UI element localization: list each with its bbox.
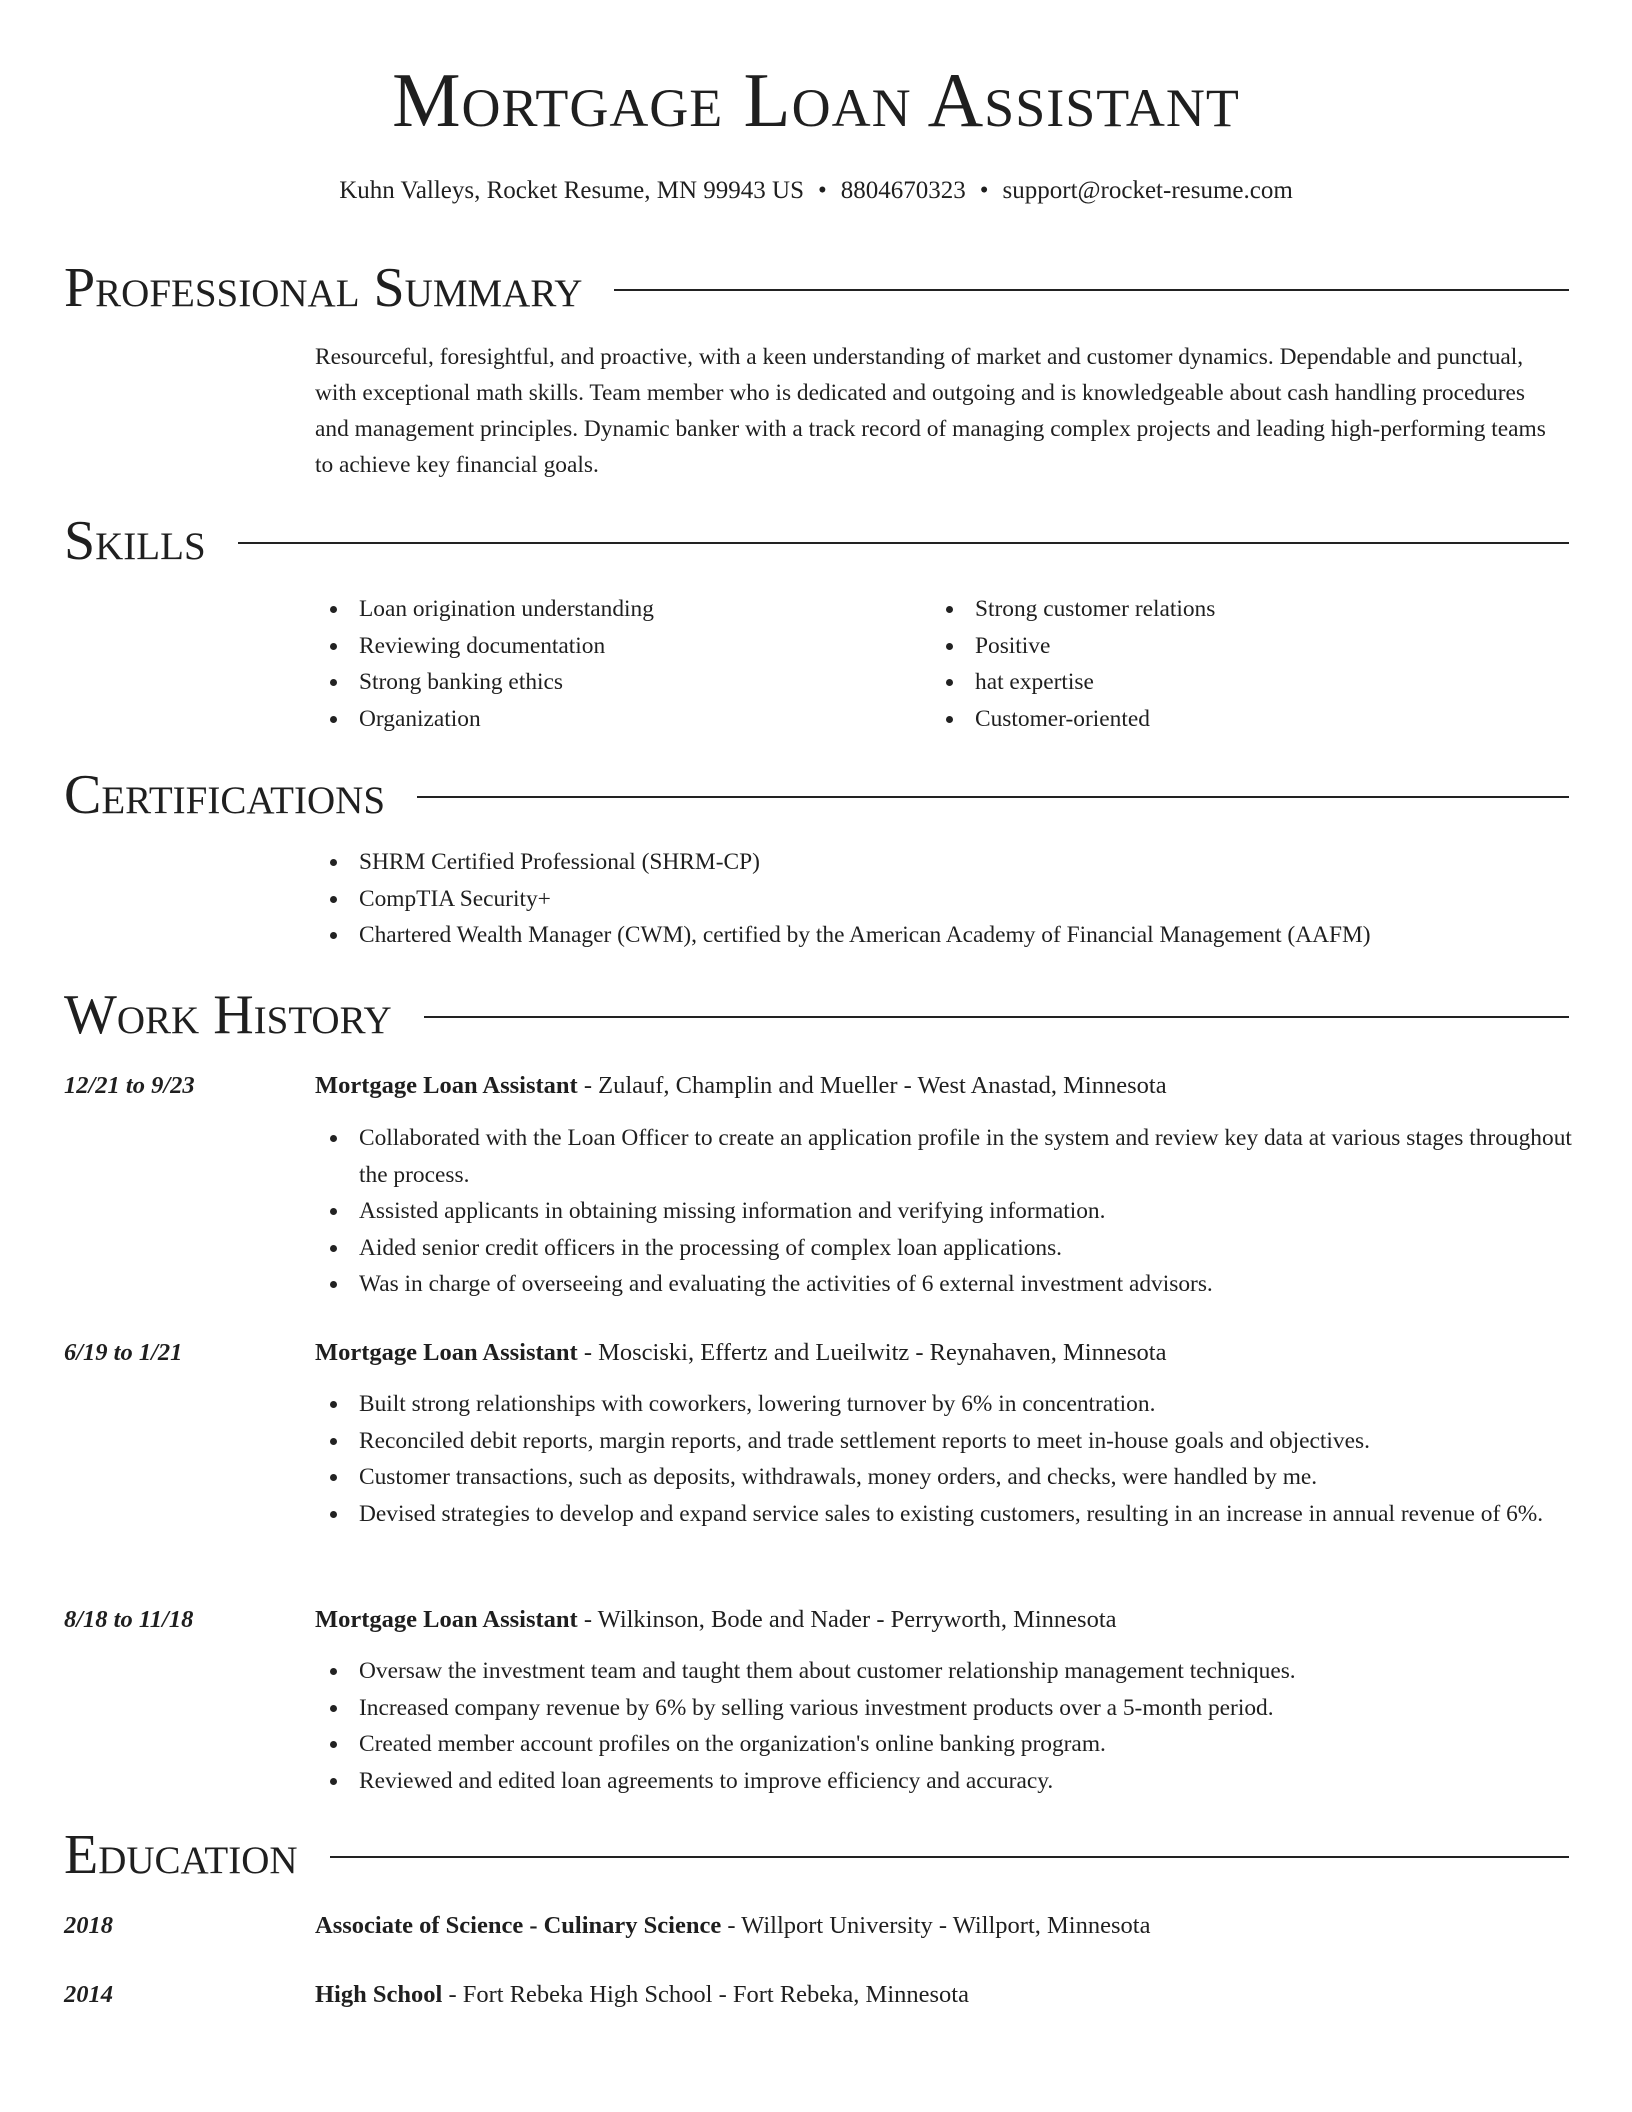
job-bullets [315,1386,1572,1532]
contact-separator: • [979,177,989,204]
education-year: 2018 [64,1912,113,1939]
skills-heading: Skills [64,510,206,572]
work-history-section-header [64,984,1569,1046]
skills-list-right [931,591,1215,737]
education-school: - Willport University - Willport, Minnesota [721,1912,1151,1939]
section-divider [424,1016,1569,1018]
section-divider [614,289,1569,291]
section-divider [417,796,1569,798]
skill-item: Reviewing documentation [315,628,654,665]
job-bullets [315,1653,1572,1799]
education-school: - Fort Rebeka High School - Fort Rebeka, Minnesota [442,1981,969,2008]
education-degree: High School [315,1981,443,2008]
skill-item: Positive [931,628,1215,665]
education-line [315,1983,1592,2008]
education-section-header [64,1824,1569,1886]
summary-text: Resourceful, foresightful, and proactive, with a keen understanding of market and customer dynamics. Dependable and punctual, with exceptional math skills. Team member who is dedicated and outgoing and is knowledgeable about cash handling procedures and management principles. Dynamic banker with a track record of managing complex projects and leading high-performing teams to achieve key financial goals. [315,344,1546,478]
work-history-heading: Work History [64,984,392,1046]
job-title-line [315,1341,1592,1366]
job-bullet: Assisted applicants in obtaining missing information and verifying information. [315,1193,1572,1230]
job-bullet: Increased company revenue by 6% by selling various investment products over a 5-month period. [315,1690,1572,1727]
summary-heading: Professional Summary [64,257,583,319]
certifications-heading: Certifications [64,764,386,826]
education-year: 2014 [64,1981,113,2008]
education-line [315,1914,1592,1939]
job-bullets [315,1120,1572,1303]
job-dates: 12/21 to 9/23 [64,1072,195,1099]
job-bullet: Was in charge of overseeing and evaluating the activities of 6 external investment advisors. [315,1266,1572,1303]
contact-separator: • [817,177,827,204]
skill-item: hat expertise [931,664,1215,701]
contact-address: Kuhn Valleys, Rocket Resume, MN 99943 US [339,177,804,204]
contact-phone: 8804670323 [840,177,966,204]
job-employer: - Wilkinson, Bode and Nader - Perryworth, Minnesota [577,1606,1117,1633]
education-degree: Associate of Science - Culinary Science [315,1912,722,1939]
skill-item: Customer-oriented [931,701,1215,738]
job-title: Mortgage Loan Assistant [315,1339,578,1366]
job-bullet: Aided senior credit officers in the processing of complex loan applications. [315,1230,1572,1267]
certification-item: CompTIA Security+ [315,881,1572,918]
job-bullet: Created member account profiles on the organization's online banking program. [315,1726,1572,1763]
skills-section-header [64,510,1569,572]
job-bullet: Oversaw the investment team and taught them about customer relationship management techniques. [315,1653,1572,1690]
skill-item: Strong banking ethics [315,664,654,701]
job-bullet: Devised strategies to develop and expand service sales to existing customers, resulting in an increase in annual revenue of 6%. [315,1496,1572,1533]
candidate-name: Mortgage Loan Assistant [392,57,1240,143]
job-employer: - Zulauf, Champlin and Mueller - West Anastad, Minnesota [577,1072,1167,1099]
job-title-line [315,1608,1592,1633]
job-bullet: Collaborated with the Loan Officer to create an application profile in the system and review key data at various stages throughout the process. [315,1120,1572,1193]
job-dates: 6/19 to 1/21 [64,1339,183,1366]
section-divider [238,542,1569,544]
job-title: Mortgage Loan Assistant [315,1606,578,1633]
education-heading: Education [64,1824,298,1886]
section-divider [330,1856,1569,1858]
skill-item: Organization [315,701,654,738]
certifications-section-header [64,764,1569,826]
certification-item: SHRM Certified Professional (SHRM-CP) [315,844,1572,881]
certification-item: Chartered Wealth Manager (CWM), certified by the American Academy of Financial Management (AAFM) [315,917,1572,954]
skill-item: Strong customer relations [931,591,1215,628]
certifications-list [315,844,1572,954]
job-employer: - Mosciski, Effertz and Lueilwitz - Reynahaven, Minnesota [577,1339,1167,1366]
job-bullet: Built strong relationships with coworkers, lowering turnover by 6% in concentration. [315,1386,1572,1423]
job-bullet: Customer transactions, such as deposits, withdrawals, money orders, and checks, were handled by me. [315,1459,1572,1496]
job-dates: 8/18 to 11/18 [64,1606,194,1633]
job-bullet: Reconciled debit reports, margin reports, and trade settlement reports to meet in-house goals and objectives. [315,1423,1572,1460]
job-title-line [315,1074,1592,1099]
contact-email[interactable]: support@rocket-resume.com [1002,177,1293,204]
job-title: Mortgage Loan Assistant [315,1072,578,1099]
contact-line [0,178,1632,203]
job-bullet: Reviewed and edited loan agreements to improve efficiency and accuracy. [315,1763,1572,1800]
skills-list-left [315,591,654,737]
summary-section-header [64,257,1569,319]
skill-item: Loan origination understanding [315,591,654,628]
